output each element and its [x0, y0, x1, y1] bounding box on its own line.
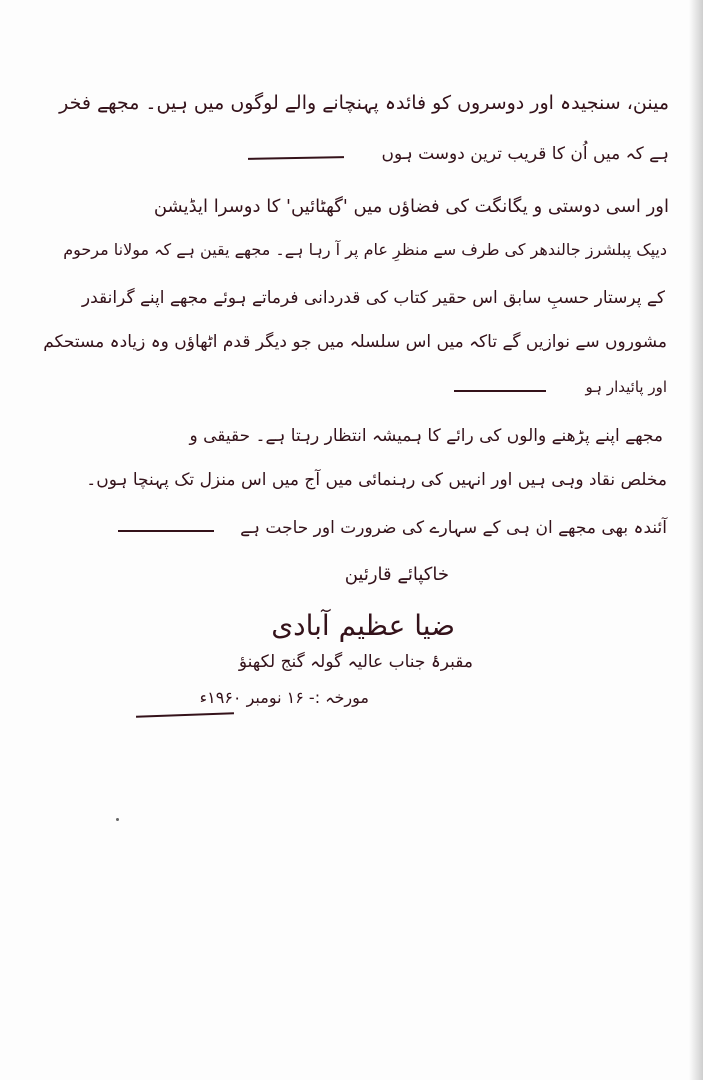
- line-2-rule: [248, 156, 344, 160]
- author-address: مقبرۂ جناب عالیہ گولہ گنج لکھنؤ: [238, 652, 473, 672]
- text-line-9: مخلص نقاد وہی ہیں اور انہیں کی رہنمائی میں آج میں اس منزل تک پہنچا ہوں۔: [86, 470, 667, 490]
- text-line-8: مجھے اپنے پڑھنے والوں کی رائے کا ہمیشہ انتظار رہتا ہے۔ حقیقی و: [189, 426, 663, 446]
- text-line-7: اور پائیدار ہو: [585, 378, 667, 396]
- document-date: مورخہ :- ۱۶ نومبر ۱۹۶۰ء: [199, 688, 369, 707]
- salutation: خاکپائے قارئین: [344, 564, 449, 585]
- text-line-6: مشوروں سے نوازیں گے تاکہ میں اس سلسلہ میں جو دیگر قدم اٹھاؤں وہ زیادہ مستحکم: [43, 332, 667, 352]
- text-line-10: آئندہ بھی مجھے ان ہی کے سہارے کی ضرورت اور حاجت ہے: [240, 518, 667, 538]
- page-edge-shadow: [689, 0, 703, 1080]
- line-10-rule: [118, 530, 214, 532]
- text-line-3: اور اسی دوستی و یگانگت کی فضاؤں میں 'گھٹائیں' کا دوسرا ایڈیشن: [153, 196, 669, 217]
- page-speck: [116, 818, 119, 821]
- text-line-4: دیپک پبلشرز جالندھر کی طرف سے منظرِ عام پر آ رہا ہے۔ مجھے یقین ہے کہ مولانا مرحوم: [63, 240, 667, 259]
- text-line-5: کے پرستار حسبِ سابق اس حقیر کتاب کی قدردانی فرماتے ہوئے مجھے اپنے گرانقدر: [81, 288, 665, 308]
- text-line-2: ہے کہ میں اُن کا قریب ترین دوست ہوں: [381, 144, 669, 164]
- text-line-1: مینن، سنجیدہ اور دوسروں کو فائدہ پہنچانے والے لوگوں میں ہیں۔ مجھے فخر: [59, 92, 669, 114]
- date-underline: [136, 712, 234, 717]
- author-signature-name: ضیا عظیم آبادی: [271, 609, 455, 642]
- line-7-rule: [454, 390, 546, 392]
